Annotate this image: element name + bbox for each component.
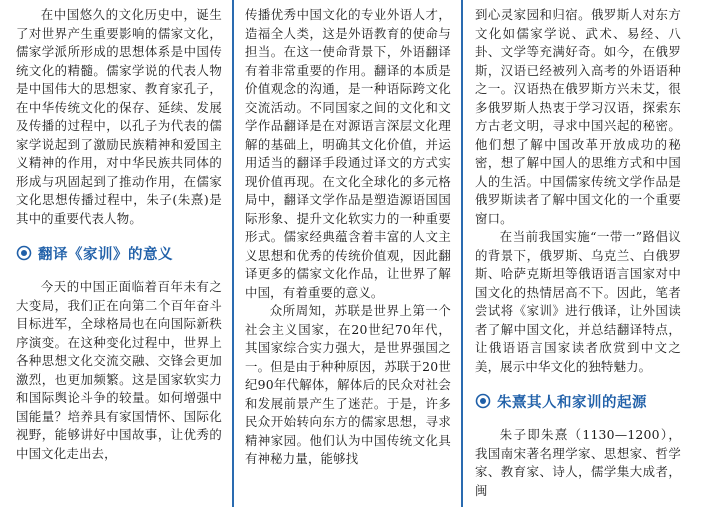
- body-paragraph-continued: 到心灵家园和归宿。俄罗斯人对东方文化如儒家学说、武术、易经、八卦、文学等充满好奇。如今，在俄罗斯，汉语已经被列入高考的外语语种之一。汉语热在俄罗斯方兴未艾，很多俄罗斯人热衷于学习汉语，探索东方古老文明，寻求中国兴起的秘密。他们想了解中国改革开放成功的秘密，想了解中国人的思维方式和中国人的生活。中国儒家传统文学作品是俄罗斯读者了解中国文化的一个重要窗口。: [475, 7, 681, 226]
- body-paragraph: 众所周知，苏联是世界上第一个社会主义国家，在20世纪70年代，其国家综合实力强大，是世界强国之一。但是由于种种原因，苏联于20世纪90年代解体，解体后的民众对社会和发展前景产生了迷茫。于是，许多民众开始转向东方的儒家思想，寻求精神家园。他们认为中国传统文化具有神秘力量，能够找: [245, 303, 451, 466]
- column-2: [245, 6, 451, 507]
- column-1: [16, 6, 222, 507]
- section-heading-text: 朱熹其人和家训的起源: [497, 394, 647, 411]
- intro-paragraph: 在中国悠久的文化历史中，诞生了对世界产生重要影响的儒家文化，儒家学派所形成的思想体系是中国传统文化的精髓。儒家学说的代表人物是中国伟大的思想家、教育家孔子，在中华传统文化的保存、延续、发展及传播的过程中，以孔子为代表的儒家学说起到了激励民族精神和爱国主义精神的作用，对中华民族共同体的形成与巩固起到了推动作用，在儒家文化思想传播过程中，朱子(朱熹)是其中的重要代表人物。: [16, 7, 222, 226]
- column-divider-right: [461, 0, 463, 507]
- body-paragraph-continued: 传播优秀中国文化的专业外语人才，造福全人类，这是外语教育的使命与担当。在这一使命背景下，外语翻译有着非常重要的作用。翻译的本质是价值观念的沟通，是一种语际跨文化交流活动。不同国家之间的文化和文学作品翻译是在对源语言深层文化理解的基础上，明确其文化价值，并运用适当的翻译手段通过译文的方式实现价值再现。在文化全球化的多元格局中，翻译文学作品是塑造源语国国际形象、提升文化软实力的一种重要形式。儒家经典蕴含着丰富的人文主义思想和优秀的传统价值观，因此翻译更多的儒家文化作品，让世界了解中国，有着重要的意义。: [245, 7, 451, 300]
- body-paragraph: 朱子即朱熹（1130—1200），我国南宋著名理学家、思想家、哲学家、教育家、诗人，儒学集大成者，闽: [475, 427, 681, 498]
- column-divider-left: [232, 0, 234, 507]
- body-paragraph: 在当前我国实施“一带一”路倡议的背景下，俄罗斯、乌克兰、白俄罗斯、哈萨克斯坦等俄语语言国家对中国文化的热情居高不下。因此，笔者尝试将《家训》进行俄译，让外国读者了解中国文化，并总结翻译特点，让俄语语言国家读者欣赏到中文之美，展示中华文化的独特魅力。: [475, 229, 681, 374]
- section-heading-translation-significance: [16, 242, 222, 264]
- section-heading-zhuxi-origin: [475, 390, 681, 412]
- body-paragraph: 今天的中国正面临着百年未有之大变局，我们正在向第二个百年奋斗目标进军，全球格局也在向国际新秩序演变。在这种变化过程中，世界上各种思想文化交流交融、交锋会更加激烈，也更加频繁。这是国家软实力和国际舆论斗争的较量。如何增强中国能量？培养具有家国情怀、国际化视野，能够讲好中国故事，让优秀的中国文化走出去，: [16, 279, 222, 461]
- column-3: [475, 6, 681, 507]
- ring-dot-icon: [475, 393, 491, 409]
- section-heading-text: 翻译《家训》的意义: [38, 246, 173, 263]
- ring-dot-icon: [16, 245, 32, 261]
